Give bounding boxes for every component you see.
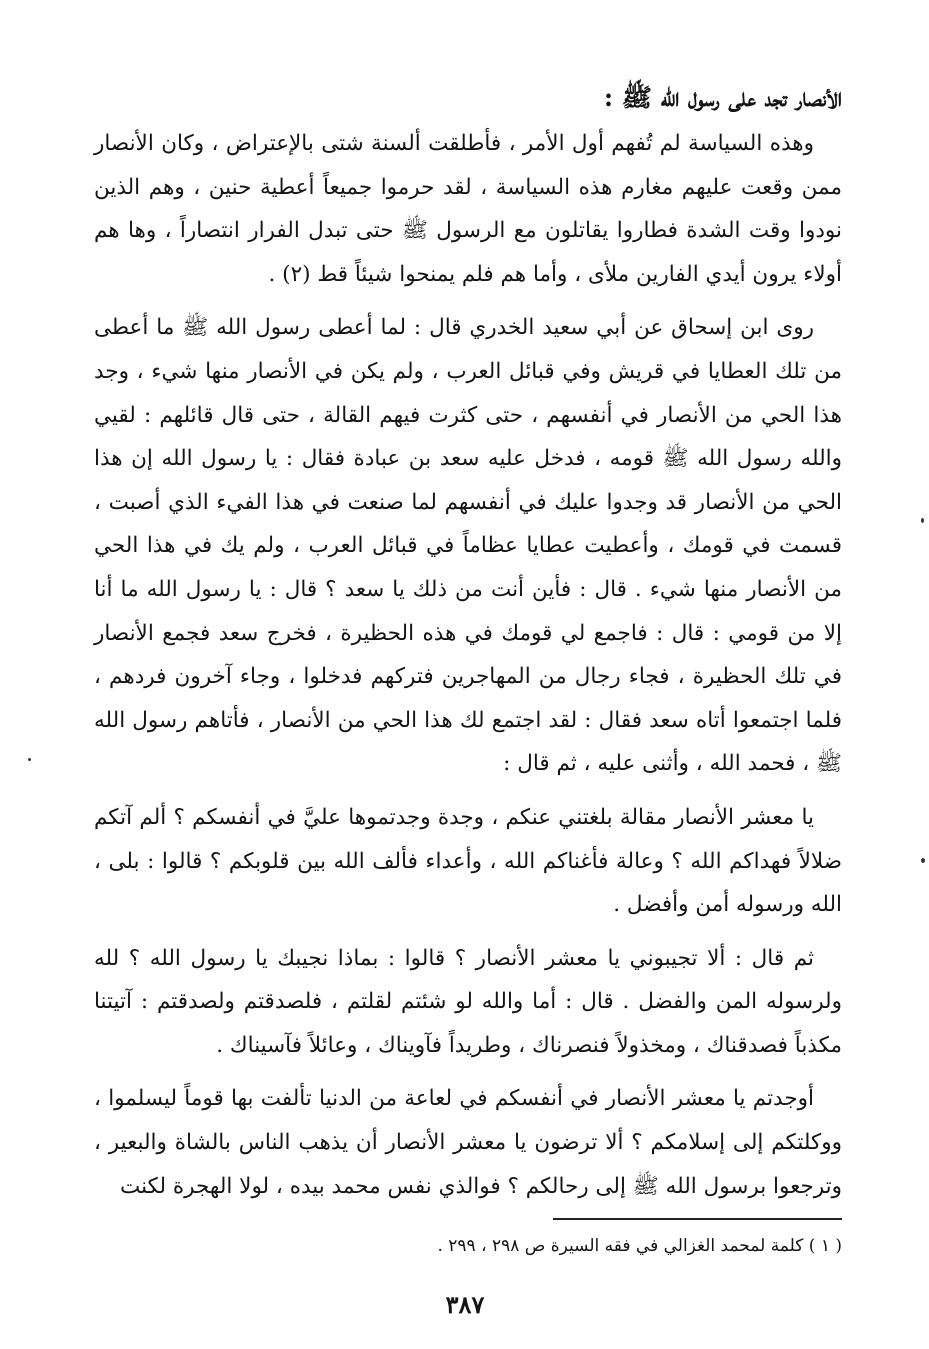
scan-speck bbox=[921, 518, 924, 523]
page-number: ٣٨٧ bbox=[445, 1290, 485, 1319]
paragraph-5: أوجدتم يا معشر الأنصار في أنفسكم في لعاعة من الدنيا تألفت بها قوماً ليسلموا ، ووكلتكم إلى إسلامكم ؟ ألا ترضون يا معشر الأنصار أن يذهب الناس بالشاة والبعير ، وترجعوا برسول الله ﷺ إلى رحالكم ؟ فوالذي نفس محمد بيده ، لولا الهجرة لكنت bbox=[94, 1086, 842, 1199]
footnote-separator bbox=[553, 1218, 842, 1220]
paragraph-4: ثم قال : ألا تجيبوني يا معشر الأنصار ؟ قالوا : بماذا نجيبك يا رسول الله ؟ لله ولرسوله المن والفضل . قال : أما والله لو شئتم لقلتم ، فلصدقتم ولصدقتم : آتيتنا مكذباً فصدقناك ، ومخذولاً فنصرناك ، وطريداً فآويناك ، وعائلاً فآسيناك . bbox=[94, 945, 842, 1058]
section-heading: الأنصار تجد على رسول الله ﷺ : bbox=[603, 83, 842, 112]
page-body bbox=[94, 76, 842, 1218]
paragraph-1: وهذه السياسة لم تُفهم أول الأمر ، فأطلقت ألسنة شتى بالإعتراض ، وكان الأنصار ممن وقعت عليهم مغارم هذه السياسة ، لقد حرموا جميعاً أعطية حنين ، وهم الذين نودوا وقت الشدة فطاروا يقاتلون مع الرسول ﷺ حتى تبدل الفرار انتصاراً ، وها هم أولاء يرون أيدي الفارين ملأى ، وأما هم فلم يمنحوا شيئاً قط (٢) . bbox=[94, 131, 842, 287]
paragraph-2: روى ابن إسحاق عن أبي سعيد الخدري قال : لما أعطى رسول الله ﷺ ما أعطى من تلك العطايا في قريش وفي قبائل العرب ، ولم يكن في الأنصار منها شيء ، وجد هذا الحي من الأنصار في أنفسهم ، حتى كثرت فيهم القالة ، حتى قال قائلهم : لقيي والله رسول الله ﷺ قومه ، فدخل عليه سعد بن عبادة فقال : يا رسول الله إن هذا الحي من الأنصار قد وجدوا عليك في أنفسهم لما صنعت في هذا الفيء الذي أصبت ، قسمت في قومك ، وأعطيت عطايا عظاماً في قبائل العرب ، ولم يك في هذا الحي من الأنصار منها شيء . قال : فأين أنت من ذلك يا سعد ؟ قال : يا رسول الله ما أنا إلا من قومي : قال : فاجمع لي قومك في هذه الحظيرة ، فخرج سعد فجمع الأنصار في تلك الحظيرة ، فجاء رجال من المهاجرين فتركهم فدخلوا ، وجاء آخرون فردهم ، فلما اجتمعوا أتاه سعد فقال : لقد اجتمع لك هذا الحي من الأنصار ، فأتاهم رسول الله ﷺ ، فحمد الله ، وأثنى عليه ، ثم قال : bbox=[94, 315, 842, 777]
footnote: ( ١ ) كلمة لمحمد الغزالي في فقه السيرة ص ٢٩٨ ، ٢٩٩ . bbox=[437, 1236, 842, 1256]
scan-speck bbox=[921, 858, 925, 863]
paragraph-3: يا معشر الأنصار مقالة بلغتني عنكم ، وجدة وجدتموها عليَّ في أنفسكم ؟ ألم آتكم ضلالاً فهداكم الله ؟ وعالة فأغناكم الله ، وأعداء فألف الله بين قلوبكم ؟ قالوا : بلى ، الله ورسوله أمن وأفضل . bbox=[94, 804, 842, 918]
scan-speck bbox=[28, 758, 31, 761]
